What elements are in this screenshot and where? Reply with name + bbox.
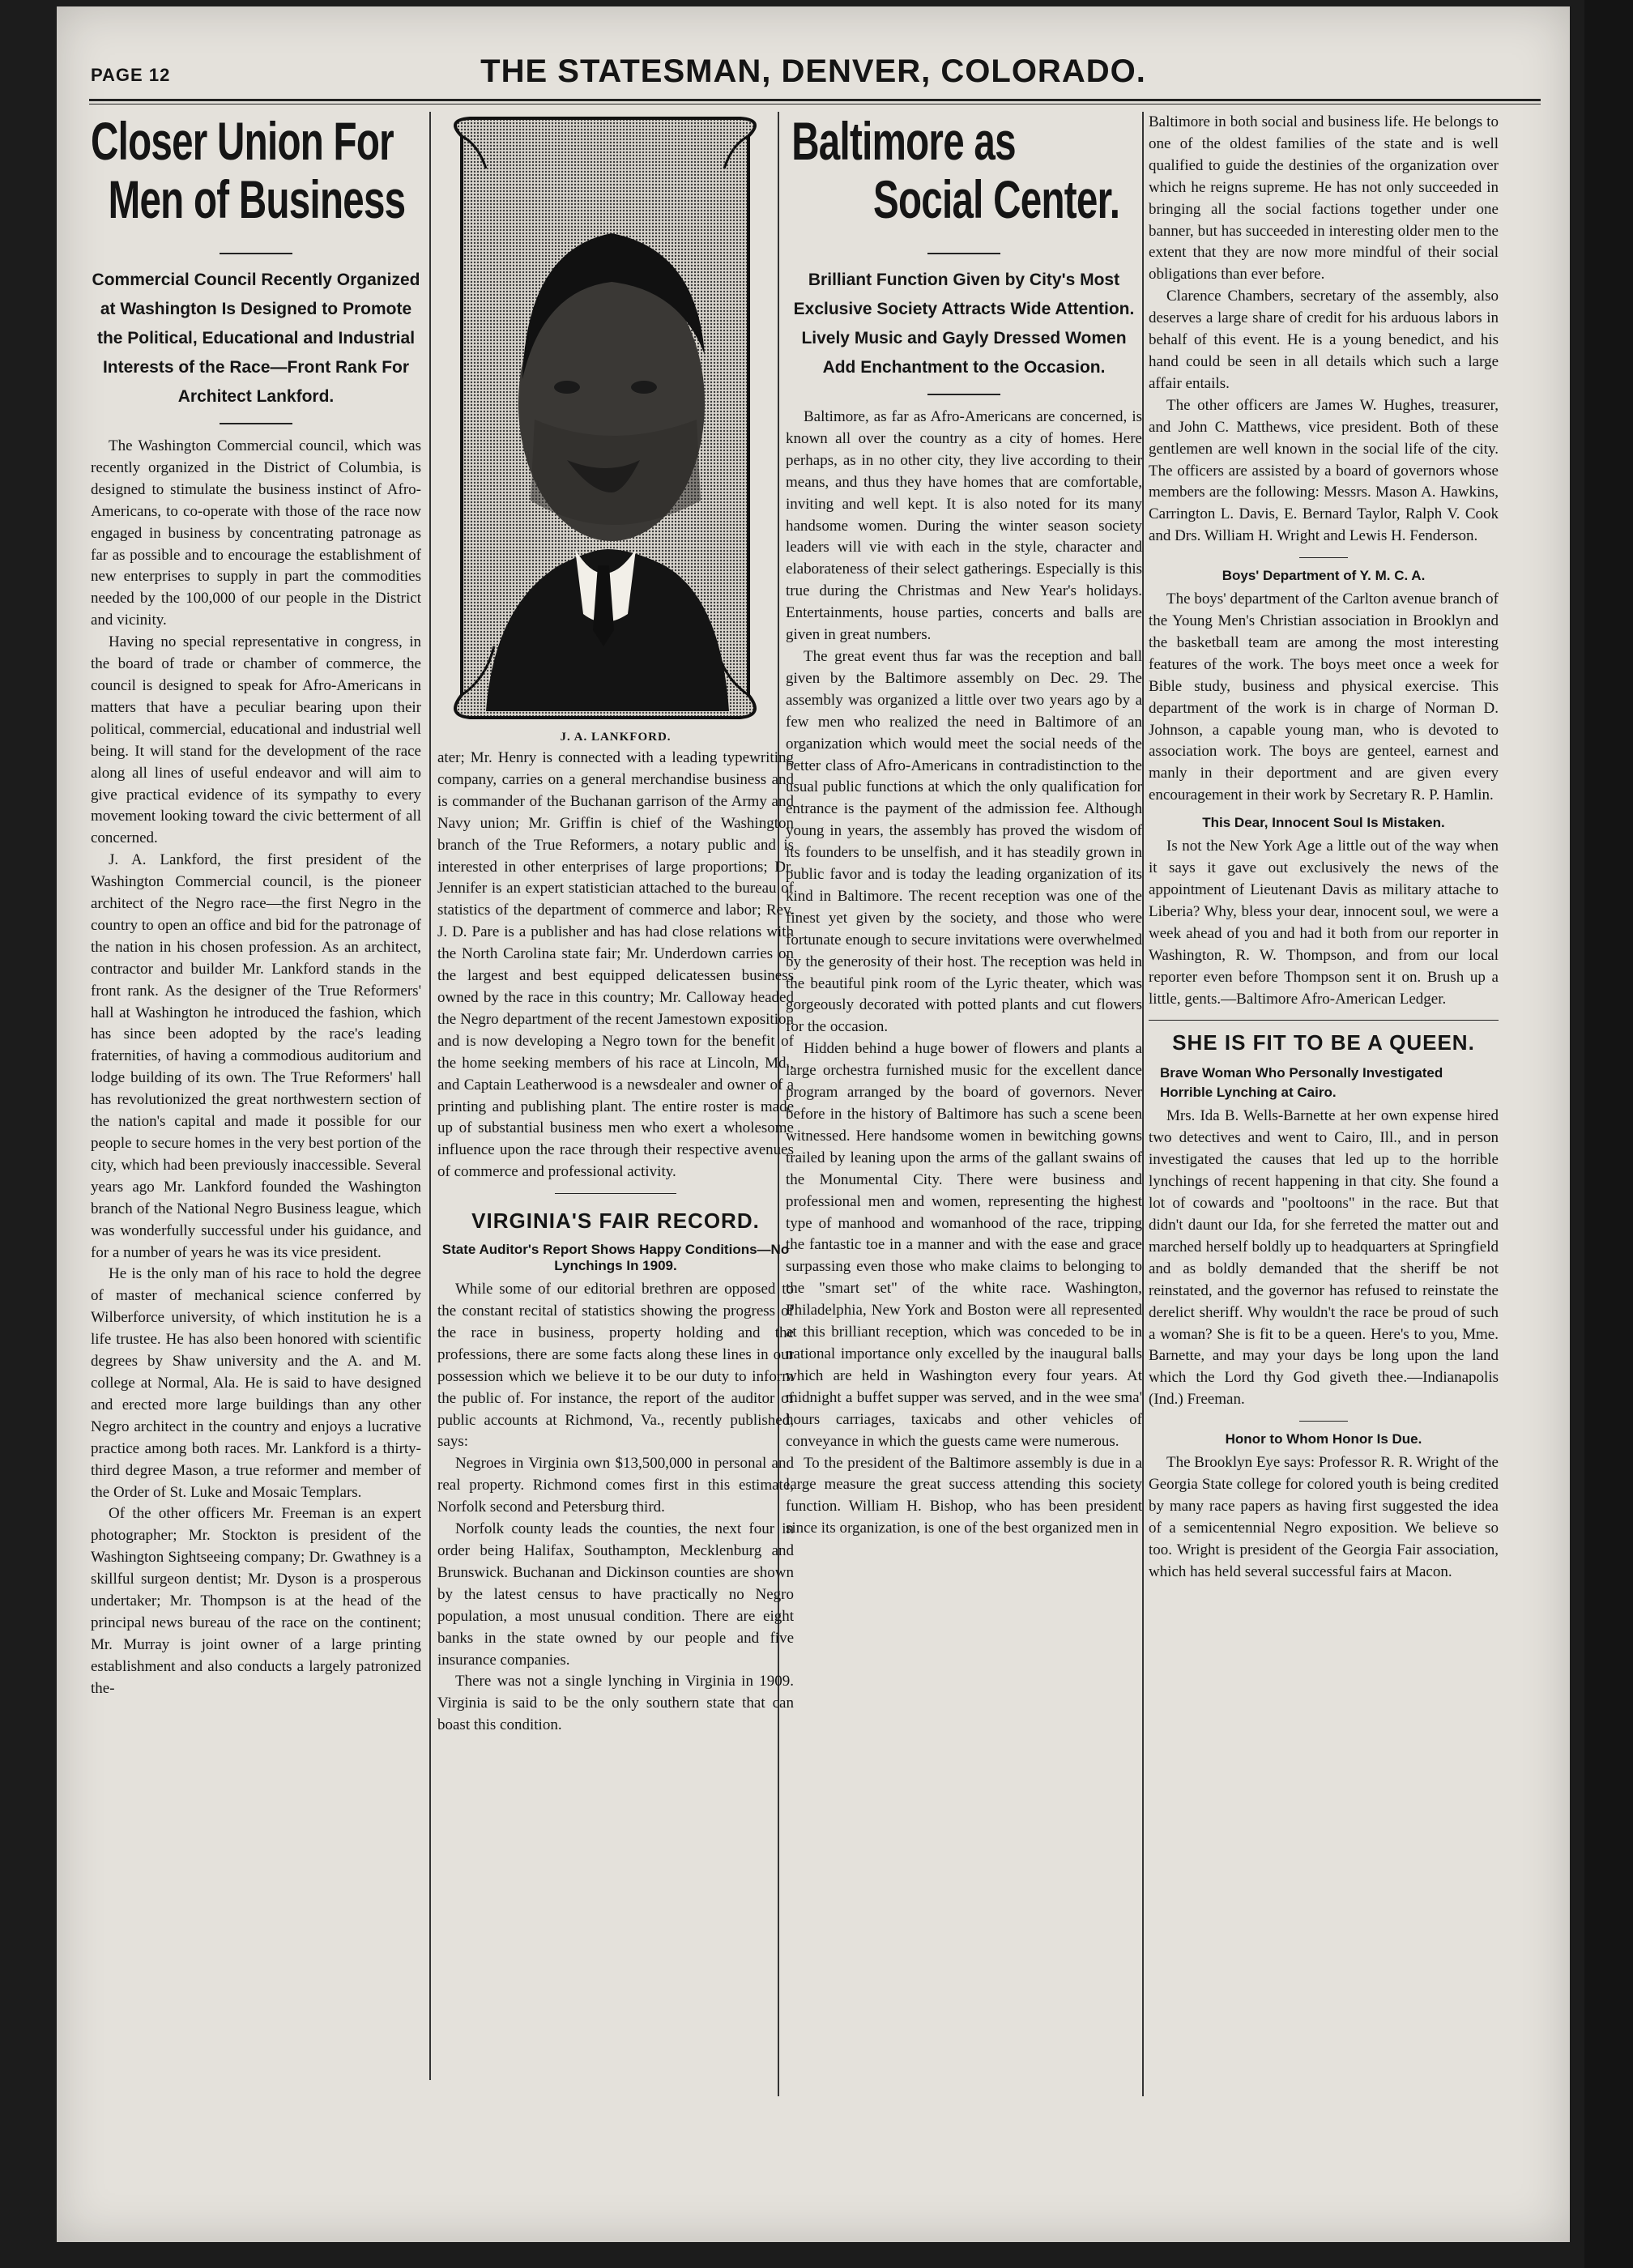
article-paragraph: He is the only man of his race to hold the degree of master of mechanical science conferred by Wilberforce university, of which institution he is a life trustee. He has also been honored with scientific degrees by Shaw university and the A. and M. college at Normal, Ala. He is said to have designed and erected more large buildings than any other Negro architect in the country and enjoys a lucrative practice among both races. Mr. Lankford is a thirty-third degree Mason, a true reformer and member of the Order of St. Luke and Mosaic Templars. bbox=[91, 1265, 421, 1501]
article-paragraph: There was not a single lynching in Virginia in 1909. Virginia is said to be the only southern state that can boast this condition. bbox=[437, 1673, 794, 1734]
article-paragraph: Clarence Chambers, secretary of the assembly, also deserves a large share of credit for his arduous labors in behalf of this event. He is a young benedict, and his hand could be seen in all details which such a large affair entails. bbox=[1149, 288, 1499, 392]
queen-headline: SHE IS FIT TO BE A QUEEN. bbox=[1172, 1030, 1475, 1055]
headline-line: Baltimore as bbox=[791, 112, 1016, 171]
article-paragraph: Having no special representative in congress, in the board of trade or chamber of commerce, the council is designed to speak for Afro-Americans in matters that have a peculiar bearing upon their political, commercial, educational and industrial well being. It will stand for the development of the race along all lines of useful endeavor and will aim to give practical evidence of its sympathy to every movement looking toward the civic betterment of all concerned. bbox=[91, 633, 421, 847]
article-paragraph: Norfolk county leads the counties, the next four in order being Halifax, Southampton, Mecklenburg and Brunswick. Buchanan and Dickinson counties are shown by the latest census to have practically no Negro population, a most unusual condition. There are eight banks in the state owned by our people and five insurance companies. bbox=[437, 1520, 794, 1669]
article-paragraph: The boys' department of the Carlton avenue branch of the Young Men's Christian association in Brooklyn and the basketball team are among the most interesting features of the work. The boys meet once a week for Bible study, business and physical exercise. This department of the work is in charge of Norman D. Johnson, a capable young man, who is devoted to association work. The boys are genteel, earnest and manly in their deportment and are given every encouragement in their work by Secretary R. P. Hamlin. bbox=[1149, 590, 1499, 804]
column-rule bbox=[429, 112, 431, 2080]
article-paragraph: Of the other officers Mr. Freeman is an expert photographer; Mr. Stockton is president of the Washington Sightseeing company; Dr. Gwathney is a skillful surgeon dentist; Mr. Dyson is a prosperous undertaker; Mr. Thompson is at the head of the principal news bureau of the race on the continent; Mr. Murray is joint owner of a large printing establishment and also conducts a largely patronized the- bbox=[91, 1505, 421, 1697]
article-paragraph: Baltimore in both social and business life. He belongs to one of the oldest families of the state and is well qualified to guide the destinies of the organization over which he reigns supreme. He has not only succeeded in bringing all the social factions together under one banner, but has succeeded in interesting older men to the extent that they are now more mindful of their social obligations than ever before. bbox=[1149, 113, 1499, 284]
honor-headline: Honor to Whom Honor Is Due. bbox=[1225, 1431, 1422, 1447]
paper-title: THE STATESMAN, DENVER, COLORADO. bbox=[480, 53, 1146, 89]
page-edge-shadow bbox=[1584, 0, 1633, 2268]
headline-line: Closer Union For bbox=[91, 112, 394, 171]
article-paragraph: ater; Mr. Henry is connected with a leading typewriting company, carries on a general merchandise business and is commander of the Buchanan garrison of the Army and Navy union; Mr. Griffin is chief of the Washington branch of the True Reformers, a notary public and is interested in other enterprises of large proportions; Dr. Jennifer is an expert statistician attached to the bureau of statistics of the department of commerce and labor; Rev. J. D. Pare is a publisher and has had close relations with the North Carolina state fair; Mr. Underdown carries on the largest and best equipped delicatessen business owned by the race in this country; Mr. Calloway headed the Negro department of the recent Jamestown exposition and is now developing a Negro town for the benefit of the home seeking members of his race at Lincoln, Md., and Captain Leatherwood is a newsdealer and owner of a printing and publishing plant. The entire roster is made up of substantial business men who exert a wholesome influence upon the race through their respective avenues of commerce and professional activity. bbox=[437, 749, 794, 1181]
portrait-caption: J. A. LANKFORD. bbox=[560, 731, 672, 744]
article-paragraph: The Brooklyn Eye says: Professor R. R. Wright of the Georgia State college for colored youth is being credited by many race papers as having first suggested the idea of a semicentennial Negro exposition. We believe so too. Wright is president of the Georgia Fair association, which has held several successful fairs at Macon. bbox=[1149, 1454, 1499, 1580]
column-4 bbox=[1149, 112, 1499, 2072]
divider bbox=[927, 394, 1000, 395]
column-3 bbox=[786, 112, 1142, 2104]
virginia-subhead: State Auditor's Report Shows Happy Conditions—No Lynchings In 1909. bbox=[441, 1242, 790, 1274]
lankford-deck: Commercial Council Recently Organized at Washington Is Designed to Promote the Political, Educational and Industrial Interests of the Race—Front Rank For Architect Lankford. bbox=[92, 271, 420, 406]
innocent-headline: This Dear, Innocent Soul Is Mistaken. bbox=[1202, 815, 1445, 831]
baltimore-headline bbox=[786, 112, 1142, 241]
article-paragraph: J. A. Lankford, the first president of the Washington Commercial council, is the pioneer architect of the Negro race—the first Negro in the country to open an office and bid for the patronage of the nation in his chosen profession. As an architect, contractor and builder Mr. Lankford stands in the front rank. As the designer of the True Reformers' hall at Washington he introduced the fashion, which has since been adopted by the race's leading fraternities, of having a commodious auditorium and lodge building of its own. The True Reformers' hall has revolutionized the great northwestern section of the nation's capital and made it possible for our people to secure homes in the very best portion of the city, which had been previously inaccessible. Several years ago Mr. Lankford founded the Washington branch of the National Negro Business league, which was wonderfully successful under his guidance, and for a number of years he was its vice president. bbox=[91, 851, 421, 1261]
article-paragraph: To the president of the Baltimore assembly is due in a large measure the great success attending this society function. William H. Bishop, who has been president since its organization, is one of the best organized men in bbox=[786, 1454, 1142, 1537]
article-paragraph: Baltimore, as far as Afro-Americans are concerned, is known all over the country as a city of homes. Here perhaps, as in no other city, they live according to their means, and thus they have homes that are comfortable, inviting and well kept. It is also noted for its many handsome women. During the winter season society leaders will vie with each in the style, character and elaborateness of their select gatherings. Especially is this true during the Christmas and New Year's holidays. Entertainments, house parties, concerts and balls are given in great numbers. bbox=[786, 408, 1142, 644]
divider bbox=[1299, 557, 1348, 558]
article-paragraph: Negroes in Virginia own $13,500,000 in personal and real property. Richmond comes first in this estimate, Norfolk second and Petersburg third. bbox=[437, 1455, 794, 1516]
divider bbox=[220, 423, 292, 424]
article-paragraph: Is not the New York Age a little out of the way when it says it gave out exclusively the news of the appointment of Lieutenant Davis as military attache to Liberia? Why, bless your dear, innocent soul, we were a week ahead of you and had it both from our reporter in Washington, R. W. Thompson, and from our local reporter even before Thompson sent it on. Brush up a little, gents.—Baltimore Afro-American Ledger. bbox=[1149, 838, 1499, 1008]
lankford-headline bbox=[91, 112, 421, 241]
headline-line: Men of Business bbox=[108, 169, 406, 229]
divider bbox=[1299, 1421, 1348, 1422]
newspaper-page bbox=[57, 6, 1570, 2242]
article-paragraph: The other officers are James W. Hughes, treasurer, and John C. Matthews, vice president. Both of these gentlemen are well known in the social life of the city. The officers are assisted by a board of governors whose members are the following: Messrs. Mason A. Hawkins, Carrington L. Davis, E. Bernard Taylor, Ralph V. Cook and Drs. William H. Wright and Lewis H. Fenderson. bbox=[1149, 396, 1499, 545]
page-number: PAGE 12 bbox=[91, 65, 171, 85]
masthead-rule bbox=[89, 99, 1541, 101]
article-paragraph: The Washington Commercial council, which was recently organized in the District of Columbia, is designed to stimulate the business instinct of Afro-Americans, to co-operate with those of the race now engaged in business by concentrating patronage as far as possible and to encourage the establishment of new enterprises to supply in part the commodities needed by the 100,000 of our people in the District and vicinity. bbox=[91, 437, 421, 629]
masthead bbox=[57, 6, 1570, 104]
divider bbox=[1149, 1020, 1499, 1021]
article-paragraph: While some of our editorial brethren are opposed to the constant recital of statistics showing the progress of the race in business, property holding and the professions, there are some facts along these lines in our possession which we believe it to be our duty to inform the public of. For instance, the report of the auditor of public accounts at Richmond, Va., recently published, says: bbox=[437, 1281, 794, 1451]
column-1 bbox=[91, 112, 421, 2088]
virginia-headline: VIRGINIA'S FAIR RECORD. bbox=[471, 1209, 760, 1234]
queen-subhead: Brave Woman Who Personally Investigated Horrible Lynching at Cairo. bbox=[1160, 1065, 1443, 1101]
divider bbox=[220, 253, 292, 254]
lankford-portrait bbox=[437, 112, 773, 723]
article-paragraph: Mrs. Ida B. Wells-Barnette at her own expense hired two detectives and went to Cairo, Ill., and in person investigated the causes that led up to the horrible lynchings of recent happening in that city. She found a lot of cowards and "pooltoons" in the race. But that didn't daunt our Ida, for she ferreted the matter out and marched herself boldly up to headquarters at Springfield and as boldly demanded that the sheriff be not reinstated, and the governor has refused to reinstate the derelict sheriff. Why wouldn't the race be proud of such a woman? She is fit to be a queen. Here's to you, Mme. Barnette, and may your days be long upon the land which the Lord thy God giveth thee.—Indianapolis (Ind.) Freeman. bbox=[1149, 1107, 1499, 1409]
article-paragraph: Hidden behind a huge bower of flowers and plants a large orchestra furnished music for the excellent dance program arranged by the board of governors. Never before in the history of Baltimore has such a scene been witnessed. Here handsome women in bewitching gowns trailed by leaning upon the arms of the gallant swains of the Monumental City. There were business and professional men and women, representing the highest type of manhood and womanhood of the race, tripping the fantastic toe in a manner and with the ease and grace surpassing even those who make claims to belonging to the "smart set" of the white race. Washington, Philadelphia, New York and Boston were all represented at this brilliant reception, which was conceded to be in national importance only excelled by the inaugural balls which are held in Washington every four years. At midnight a buffet supper was served, and in the wee sma' hours carriages, taxicabs and other vehicles of conveyance in which the guests came were numerous. bbox=[786, 1040, 1142, 1450]
column-2 bbox=[437, 112, 794, 2104]
headline-line: Social Center. bbox=[873, 169, 1120, 229]
ymca-headline: Boys' Department of Y. M. C. A. bbox=[1222, 568, 1426, 584]
divider bbox=[555, 1193, 676, 1194]
article-paragraph: The great event thus far was the reception and ball given by the Baltimore assembly on Dec. 29. The assembly was organized a little over two years ago by a few men who realized the need in Baltimore of an organization which would meet the social needs of the better class of Afro-Americans in contradistinction to the usual public functions at which the only qualification for entrance is the payment of the admission fee. Although young in years, the assembly has proved the wisdom of its founders to be unselfish, and it has steadily grown in public favor and is today the leading organization of its kind in Baltimore. The recent reception was one of the finest yet given by the society, and those who were fortunate enough to secure invitations were overwhelmed by the generosity of their host. The reception was held in the beautiful pink room of the Lyric theater, which was gorgeously decorated with potted plants and cut flowers for the occasion. bbox=[786, 647, 1142, 1036]
column-rule bbox=[1142, 112, 1144, 2096]
divider bbox=[927, 253, 1000, 254]
baltimore-deck: Brilliant Function Given by City's Most Exclusive Society Attracts Wide Attention. Lively Music and Gayly Dressed Women Add Enchantment to the Occasion. bbox=[793, 271, 1135, 377]
